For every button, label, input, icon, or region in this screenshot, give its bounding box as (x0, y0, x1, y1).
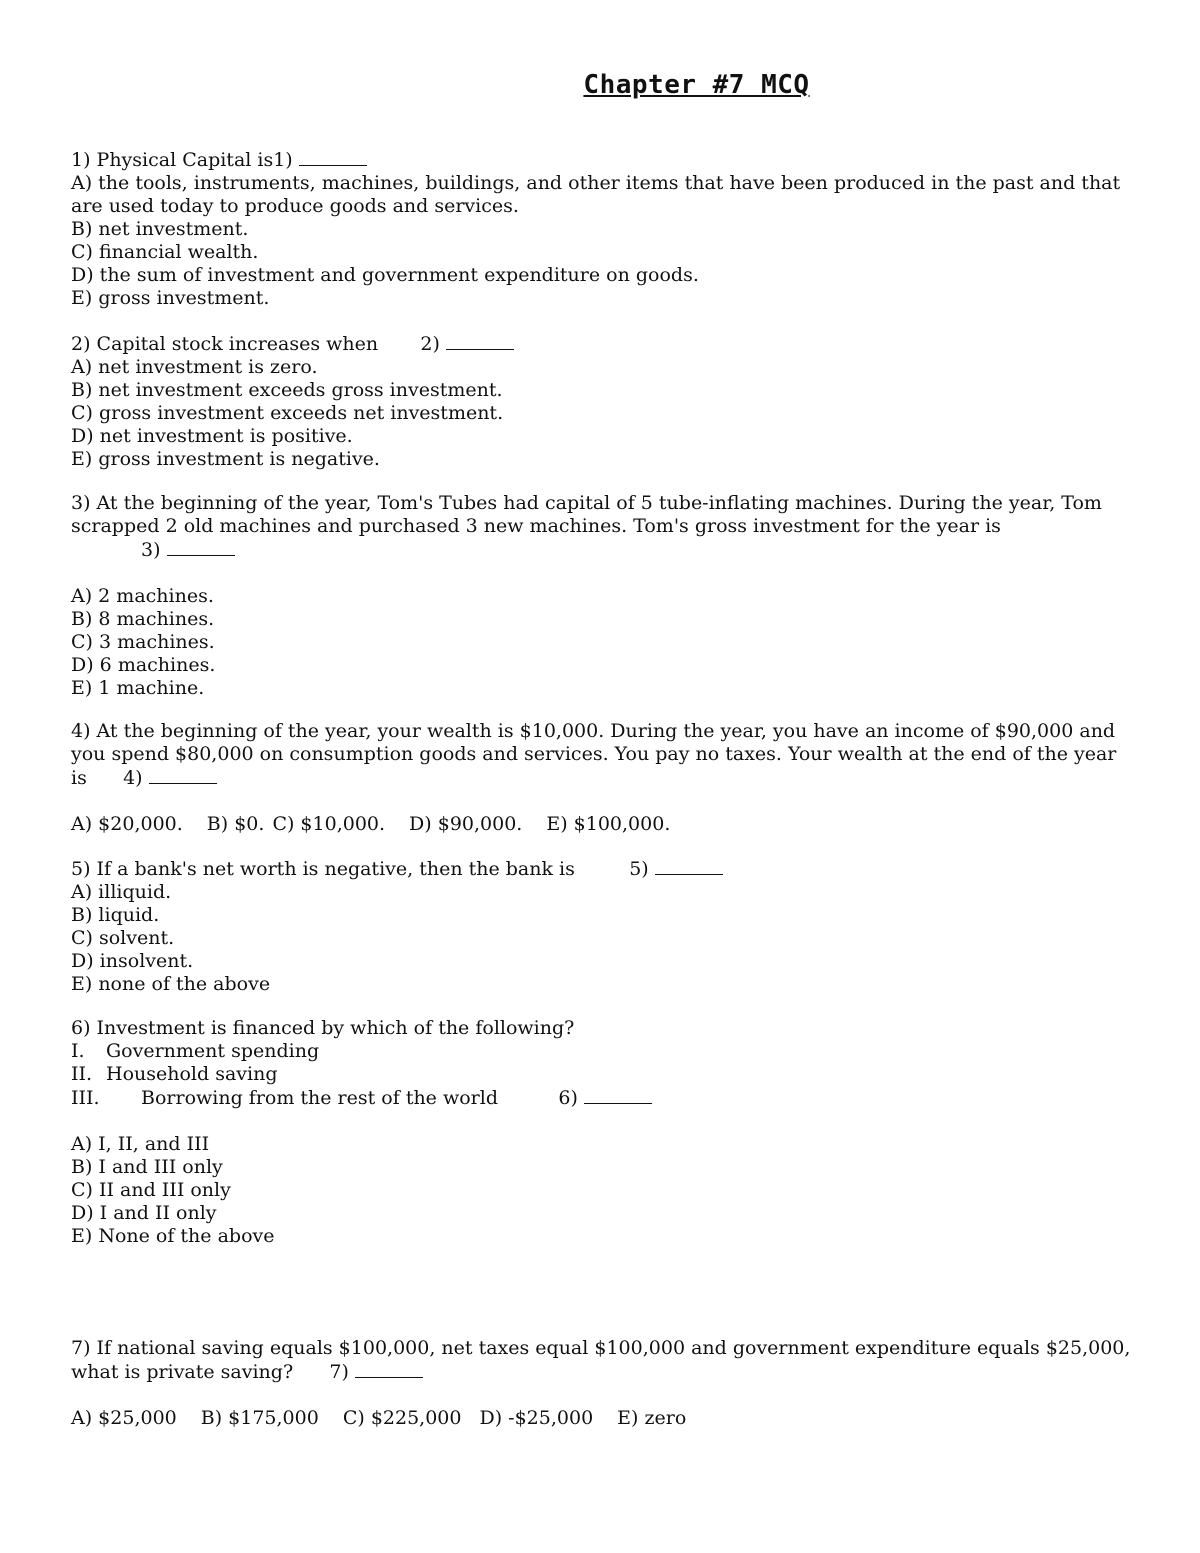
option-b: B) I and III only (71, 1156, 223, 1178)
question-stem: 4) At the beginning of the year, your wealth is $10,000. During the year, you have an income of $90,000 and you spend $80,000 on consumption goods and services. You pay no taxes. Your wealth at the end of the year is (71, 720, 1117, 789)
option-c: C) II and III only (71, 1179, 231, 1201)
option-a: A) $25,000 (71, 1407, 177, 1429)
question-1 (71, 148, 1131, 310)
option-c: C) $10,000. (272, 813, 386, 835)
option-a: A) I, II, and III (71, 1133, 210, 1155)
answer-marker: 1) (273, 149, 293, 171)
option-e: E) None of the above (71, 1225, 275, 1247)
option-d: D) 6 machines. (71, 654, 216, 676)
option-d: D) $90,000. (409, 813, 523, 835)
option-b: B) liquid. (71, 904, 160, 926)
option-a: A) the tools, instruments, machines, buildings, and other items that have been produced in the past and that are used today to produce goods and services. (71, 172, 1121, 217)
option-b: B) 8 machines. (71, 608, 215, 630)
option-b: B) net investment exceeds gross investment. (71, 379, 503, 401)
answer-blank[interactable] (167, 538, 235, 556)
answer-marker: 7) (329, 1361, 349, 1383)
list-item: I. Government spending (71, 1040, 320, 1062)
list-item: II. Household saving (71, 1063, 278, 1085)
option-c: C) $225,000 (342, 1407, 462, 1429)
answer-marker: 3) (141, 539, 161, 561)
question-4 (71, 720, 1131, 836)
question-5 (71, 857, 1131, 996)
question-stem: 3) At the beginning of the year, Tom's Tubes had capital of 5 tube-inflating machines. During the year, Tom scrapped 2 old machines and purchased 3 new machines. Tom's gross investment for the year is (71, 492, 1102, 537)
option-a: A) $20,000. (71, 813, 183, 835)
answer-blank[interactable] (149, 766, 217, 784)
option-c: C) 3 machines. (71, 631, 215, 653)
page-title: Chapter #7 MCQ (583, 70, 810, 100)
option-d: D) -$25,000 (479, 1407, 594, 1429)
question-3 (71, 492, 1131, 700)
option-d: D) the sum of investment and government expenditure on goods. (71, 264, 699, 286)
option-b: B) $175,000 (200, 1407, 319, 1429)
question-7 (71, 1337, 1131, 1430)
option-d: D) net investment is positive. (71, 425, 353, 447)
answer-blank[interactable] (446, 332, 514, 350)
option-e: E) $100,000. (546, 813, 671, 835)
option-e: E) gross investment. (71, 287, 270, 309)
option-a: A) 2 machines. (71, 585, 214, 607)
question-stem: 5) If a bank's net worth is negative, then the bank is (71, 858, 575, 880)
option-e: E) none of the above (71, 973, 271, 995)
list-item: III. Borrowing from the rest of the world 6) (71, 1086, 1131, 1110)
option-e: E) zero (617, 1407, 687, 1429)
answer-marker: 4) (123, 767, 143, 789)
answer-blank[interactable] (355, 1360, 423, 1378)
question-stem: 2) Capital stock increases when (71, 333, 379, 355)
answer-marker: 2) (420, 333, 440, 355)
option-c: C) financial wealth. (71, 241, 259, 263)
option-b: B) $0. (206, 813, 265, 835)
question-stem: 6) Investment is financed by which of the following? (71, 1017, 575, 1039)
options-row (71, 1407, 1131, 1430)
option-d: D) insolvent. (71, 950, 194, 972)
options-row (71, 813, 1131, 836)
answer-blank[interactable] (655, 857, 723, 875)
option-a: A) illiquid. (71, 881, 172, 903)
option-d: D) I and II only (71, 1202, 217, 1224)
question-6 (71, 1017, 1131, 1248)
answer-blank[interactable] (584, 1086, 652, 1104)
answer-blank[interactable] (299, 148, 367, 166)
option-c: C) solvent. (71, 927, 175, 949)
answer-marker: 5) (629, 858, 649, 880)
option-c: C) gross investment exceeds net investment. (71, 402, 504, 424)
question-stem: 7) If national saving equals $100,000, net taxes equal $100,000 and government expenditure equals $25,000, what is private saving? (71, 1337, 1131, 1383)
option-a: A) net investment is zero. (71, 356, 318, 378)
option-e: E) gross investment is negative. (71, 448, 380, 470)
question-stem: 1) Physical Capital is (71, 149, 274, 171)
answer-marker: 6) (558, 1087, 578, 1109)
option-b: B) net investment. (71, 218, 249, 240)
question-2 (71, 332, 1131, 471)
option-e: E) 1 machine. (71, 677, 205, 699)
